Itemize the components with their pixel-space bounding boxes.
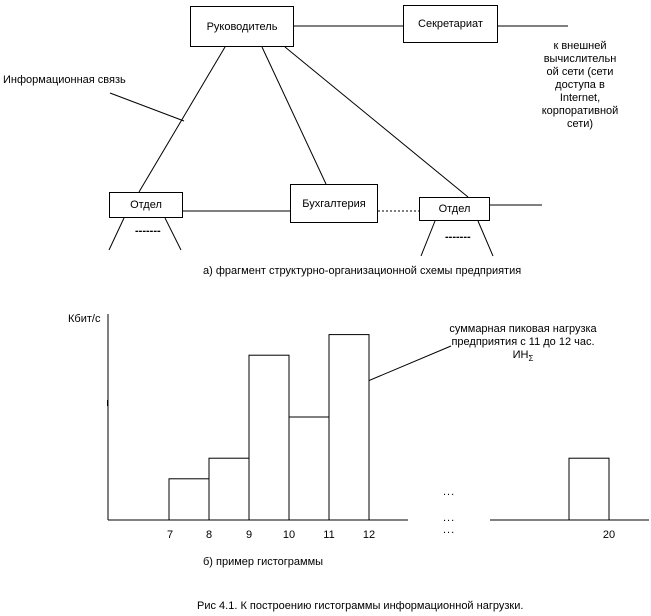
y-axis-marker [107, 400, 108, 406]
annotation-line: предприятия с 11 до 12 час. [451, 336, 595, 348]
info-link-label: Информационная связь [3, 74, 126, 86]
tick-label-9: 9 [245, 529, 253, 541]
tick-label-11: 11 [323, 529, 335, 541]
annotation-line: суммарная пиковая нагрузка [449, 323, 597, 335]
tick-label-8: 8 [205, 529, 213, 541]
histogram-bar-8-9 [209, 458, 249, 520]
axis-ellipsis-1: ... [443, 486, 456, 498]
external-net-line: к внешней [553, 40, 607, 52]
node-dept-right: Отдел [419, 197, 490, 221]
node-secretariat: Секретариат [403, 5, 498, 43]
y-axis-label: Кбит/с [68, 313, 101, 325]
annotation-text [448, 323, 598, 365]
external-network-label [533, 40, 627, 131]
tick-label-12: 12 [362, 529, 376, 541]
axis-ellipsis-2: ... [443, 512, 456, 524]
node-accounting: Бухгалтерия [290, 184, 378, 223]
axis-ellipsis-3: ... [443, 524, 456, 536]
annotation-line [448, 349, 598, 365]
histogram-bar-9-10 [249, 355, 289, 520]
dept-right-subunits: ------- [445, 231, 471, 243]
annotation-sigma: Σ [528, 354, 534, 364]
external-net-line: ой сети (сети [546, 66, 614, 78]
external-net-line: вычислительн [543, 53, 617, 65]
tick-label-7: 7 [166, 529, 174, 541]
histogram-bar-7-8 [169, 479, 209, 520]
node-head: Руководитель [190, 6, 294, 47]
histogram-bar-19-20 [569, 458, 609, 520]
node-dept-left: Отдел [109, 192, 183, 218]
external-net-line: корпоративной [541, 105, 619, 117]
external-net-line: Internet, [559, 92, 601, 104]
external-net-line: доступа в [555, 79, 605, 91]
tick-label-20: 20 [602, 529, 616, 541]
tick-label-10: 10 [282, 529, 296, 541]
figure-caption: Рис 4.1. К построению гистограммы информационной нагрузки. [197, 600, 524, 612]
histogram-bar-10-11 [289, 417, 329, 520]
caption-a: а) фрагмент структурно-организационной схемы предприятия [203, 265, 522, 277]
histogram-bar-11-12 [329, 335, 369, 520]
annotation-in: ИН [512, 349, 529, 361]
dept-left-subunits: ------- [135, 225, 161, 237]
external-net-line: сети) [566, 118, 594, 130]
caption-b: б) пример гистограммы [203, 556, 324, 568]
